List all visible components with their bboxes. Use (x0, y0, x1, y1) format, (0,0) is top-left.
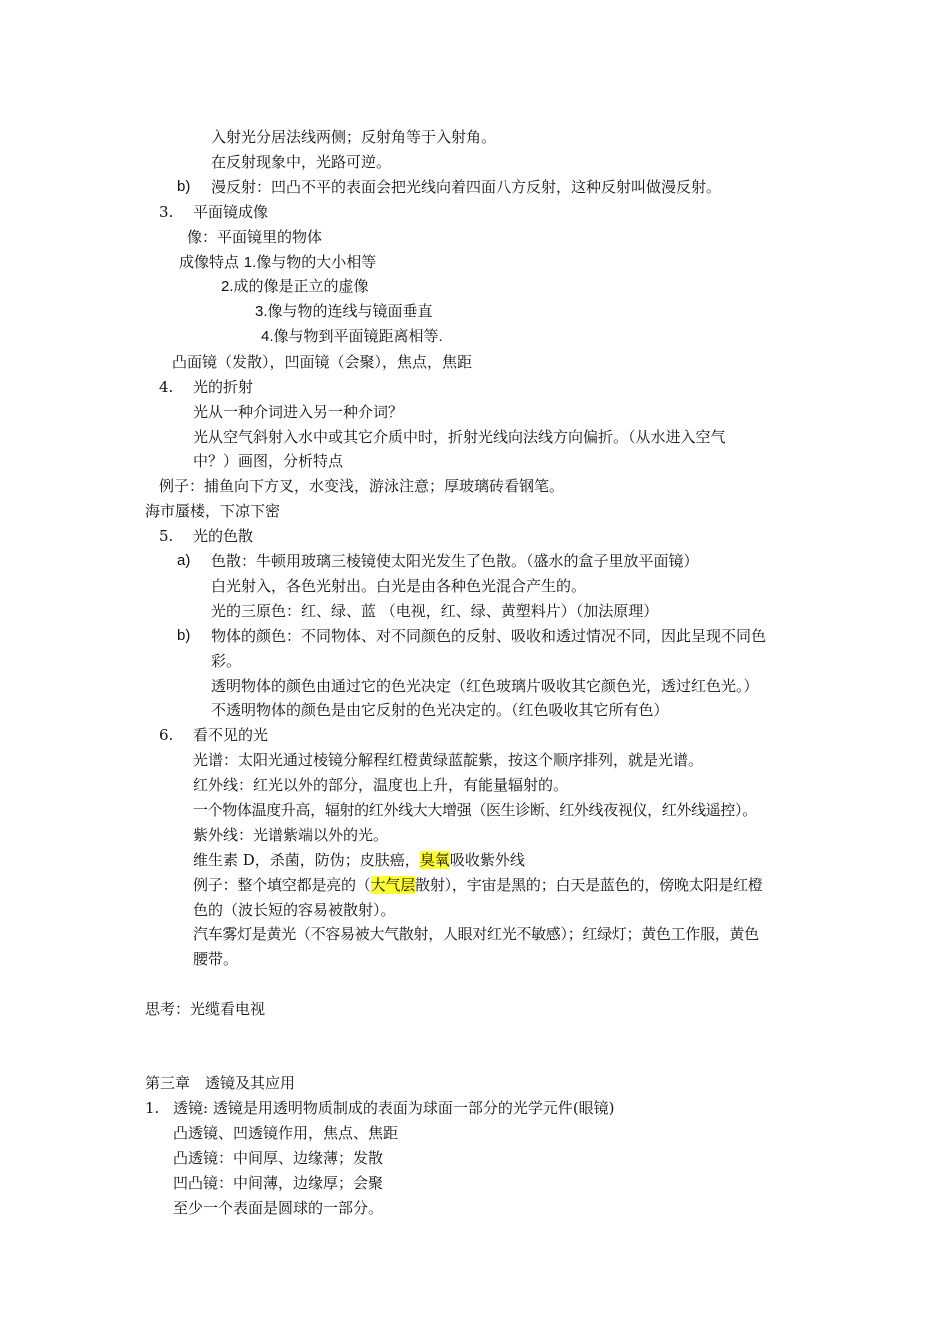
list-marker: b) (177, 178, 191, 195)
diffuse-reflection-line: 漫反射：凹凸不平的表面会把光线向着四面八方反射，这种反射叫做漫反射。 (211, 178, 722, 196)
section-title: 平面镜成像 (193, 203, 269, 221)
reflection-line: 在反射现象中，光路可逆。 (211, 153, 392, 171)
fog-light-line: 腰带。 (193, 950, 239, 968)
feature-item: 4.像与物到平面镜距离相等. (261, 328, 443, 345)
refraction-line: 光从空气斜射入水中或其它介质中时，折射光线向法线方向偏折。（从水进入空气 (193, 428, 726, 446)
lens-line: 凸透镜：中间厚、边缘薄；发散 (173, 1149, 384, 1167)
dispersion-line: 白光射入，各色光射出。白光是由各种色光混合产生的。 (211, 577, 587, 595)
object-color-line: 不透明物体的颜色是由它反射的色光决定的。（红色吸收其它所有色） (211, 701, 669, 719)
refraction-line: 光从一种介词进入另一种介词？ (193, 403, 404, 421)
highlight: 大气层 (370, 876, 416, 894)
feature-item: 2.成的像是正立的虚像 (221, 278, 369, 295)
infrared-line: 一个物体温度升高，辐射的红外线大大增强（医生诊断、红外线夜视仪，红外线遥控）。 (193, 801, 757, 819)
section-number: 6. (159, 726, 174, 744)
section-number: 1. (145, 1099, 160, 1117)
section-title: 光的色散 (193, 527, 254, 545)
section-number: 5. (159, 527, 174, 545)
section-title: 看不见的光 (193, 726, 269, 744)
reflection-line: 入射光分居法线两侧；反射角等于入射角。 (211, 128, 497, 146)
example-text: 散射），宇宙是黑的；白天是蓝色的，傍晚太阳是红橙 (415, 876, 763, 894)
infrared-line: 红外线：红光以外的部分，温度也上升，有能量辐射的。 (193, 776, 569, 794)
lens-definition: 透镜: 透镜是用透明物质制成的表面为球面一部分的光学元件(眼镜) (173, 1099, 615, 1117)
object-color-line: 彩。 (211, 652, 242, 670)
section-title: 光的折射 (193, 378, 254, 396)
uv-line: 紫外线：光谱紫端以外的光。 (193, 826, 389, 844)
fog-light-line: 汽车雾灯是黄光（不容易被大气散射，人眼对红光不敏感）；红绿灯；黄色工作服，黄色 (193, 925, 759, 943)
lens-line: 至少一个表面是圆球的一部分。 (173, 1199, 384, 1217)
uv-text: 维生素 D，杀菌，防伪；皮肤癌， (193, 851, 420, 869)
uv-text: 吸收紫外线 (449, 851, 525, 869)
section-number: 4. (159, 378, 174, 396)
refraction-line: 中？）画图，分析特点 (193, 452, 344, 470)
list-marker: b) (177, 627, 191, 644)
dispersion-line: 色散：牛顿用玻璃三棱镜使太阳光发生了色散。（盛水的盒子里放平面镜） (211, 552, 699, 570)
features-prefix: 成像特点 (179, 253, 240, 271)
image-definition: 像：平面镜里的物体 (187, 228, 323, 246)
feature-item: 1.像与物的大小相等 (243, 254, 377, 271)
feature-item: 3.像与物的连线与镜面垂直 (255, 303, 433, 320)
object-color-line: 透明物体的颜色由通过它的色光决定（红色玻璃片吸收其它颜色光，透过红色光。） (211, 677, 759, 695)
spectrum-line: 光谱：太阳光通过棱镜分解程红橙黄绿蓝靛紫，按这个顺序排列，就是光谱。 (193, 751, 704, 769)
chapter-title: 第三章 透镜及其应用 (145, 1074, 296, 1092)
highlight: 臭氧 (419, 851, 450, 869)
example-line: 色的（波长短的容易被散射）。 (193, 901, 396, 919)
mirrors-line: 凸面镜（发散），凹面镜（会聚），焦点，焦距 (172, 353, 473, 371)
list-marker: a) (177, 552, 191, 569)
example-line (193, 875, 763, 895)
dispersion-line: 光的三原色：红、绿、蓝 （电视，红、绿、黄塑料片）（加法原理） (211, 602, 659, 620)
think-line: 思考：光缆看电视 (145, 1000, 266, 1018)
lens-line: 凹凸镜：中间薄，边缘厚；会聚 (173, 1174, 384, 1192)
lens-line: 凸透镜、凹透镜作用，焦点、焦距 (173, 1124, 399, 1142)
example-line: 例子：捕鱼向下方叉，水变浅，游泳注意；厚玻璃砖看钢笔。 (159, 477, 565, 495)
uv-line (193, 850, 525, 870)
object-color-line: 物体的颜色：不同物体、对不同颜色的反射、吸收和透过情况不同，因此呈现不同色 (211, 627, 767, 645)
mirage-line: 海市蜃楼，下凉下密 (145, 502, 281, 520)
section-number: 3. (159, 203, 174, 221)
example-text: 例子：整个填空都是亮的（ (193, 876, 371, 894)
features-line (179, 252, 376, 273)
